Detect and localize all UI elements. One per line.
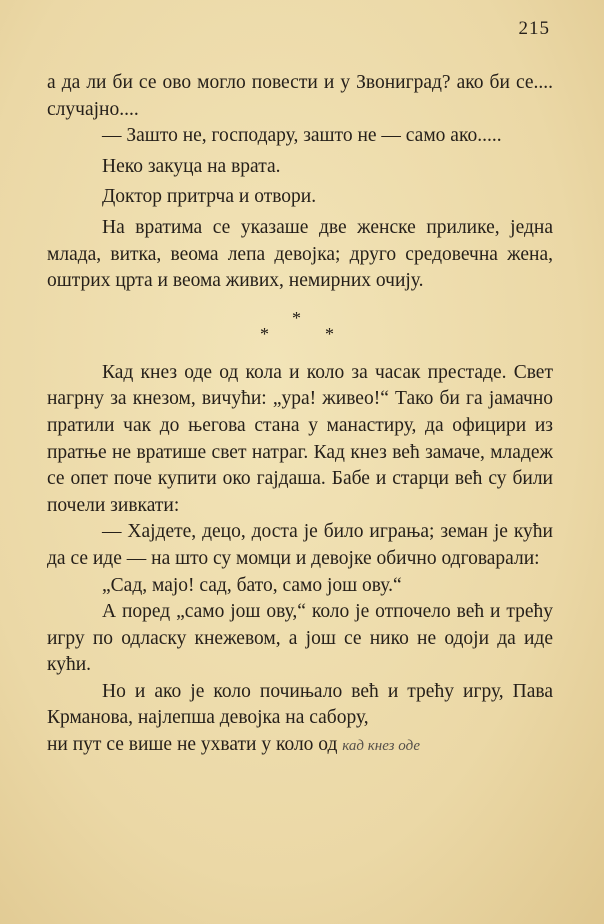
paragraph: На вратима се указаше две женске прилике, једна млада, витка, веома лепа девојка; друго средовечна жена, оштрих црта и веома живих, немирних очију. [47, 216, 553, 292]
paragraph: А поред „само још ову,“ коло је отпочело већ и трећу игру по одласку кнежевом, а још се нико не одоји да иде кући. [47, 601, 553, 676]
section-break [47, 305, 553, 350]
paragraph: Неко закуца на врата. [102, 155, 281, 177]
asterisk: * [260, 323, 269, 344]
asterisk: * [292, 307, 301, 328]
paragraph-continued [47, 732, 553, 760]
paragraph: — Хајдете, децо, доста је било играња; земан је кући да се иде — на што су момци и девојке обично одговарали: [47, 521, 553, 569]
paragraph: „Сад, мајо! сад, бато, само још ову.“ [102, 574, 402, 596]
asterisk: * [325, 323, 334, 344]
page-number: 215 [518, 18, 550, 39]
paragraph: Но и ако је коло почињало већ и трећу игру, Пава Крманова, најлепша девојка на сабору, [47, 680, 553, 729]
paragraph: — Зашто не, господару, зашто не — само ако..... [102, 125, 502, 147]
paragraph: а да ли би се ово могло повести и у Звониград? ако би се.... случајно.... [47, 72, 553, 120]
paragraph: Кад кнез оде од кола и коло за часак престаде. Свет нагрну за кнезом, вичући: „ура! живео!“ Тако би га јамачно пратили чак до његова стана у манастиру, да официри из пратње не вратише свет натраг. Кад кнез већ замаче, младеж се опет поче купити око гајдаша. Бабе и старци већ су били почели зивкати: [47, 361, 553, 516]
text-line: ни пут се више не ухвати у коло од [47, 734, 338, 756]
paragraph: Доктор притрча и отвори. [102, 186, 317, 208]
page-text [47, 70, 553, 760]
catchword: кад кнез оде [342, 738, 421, 755]
